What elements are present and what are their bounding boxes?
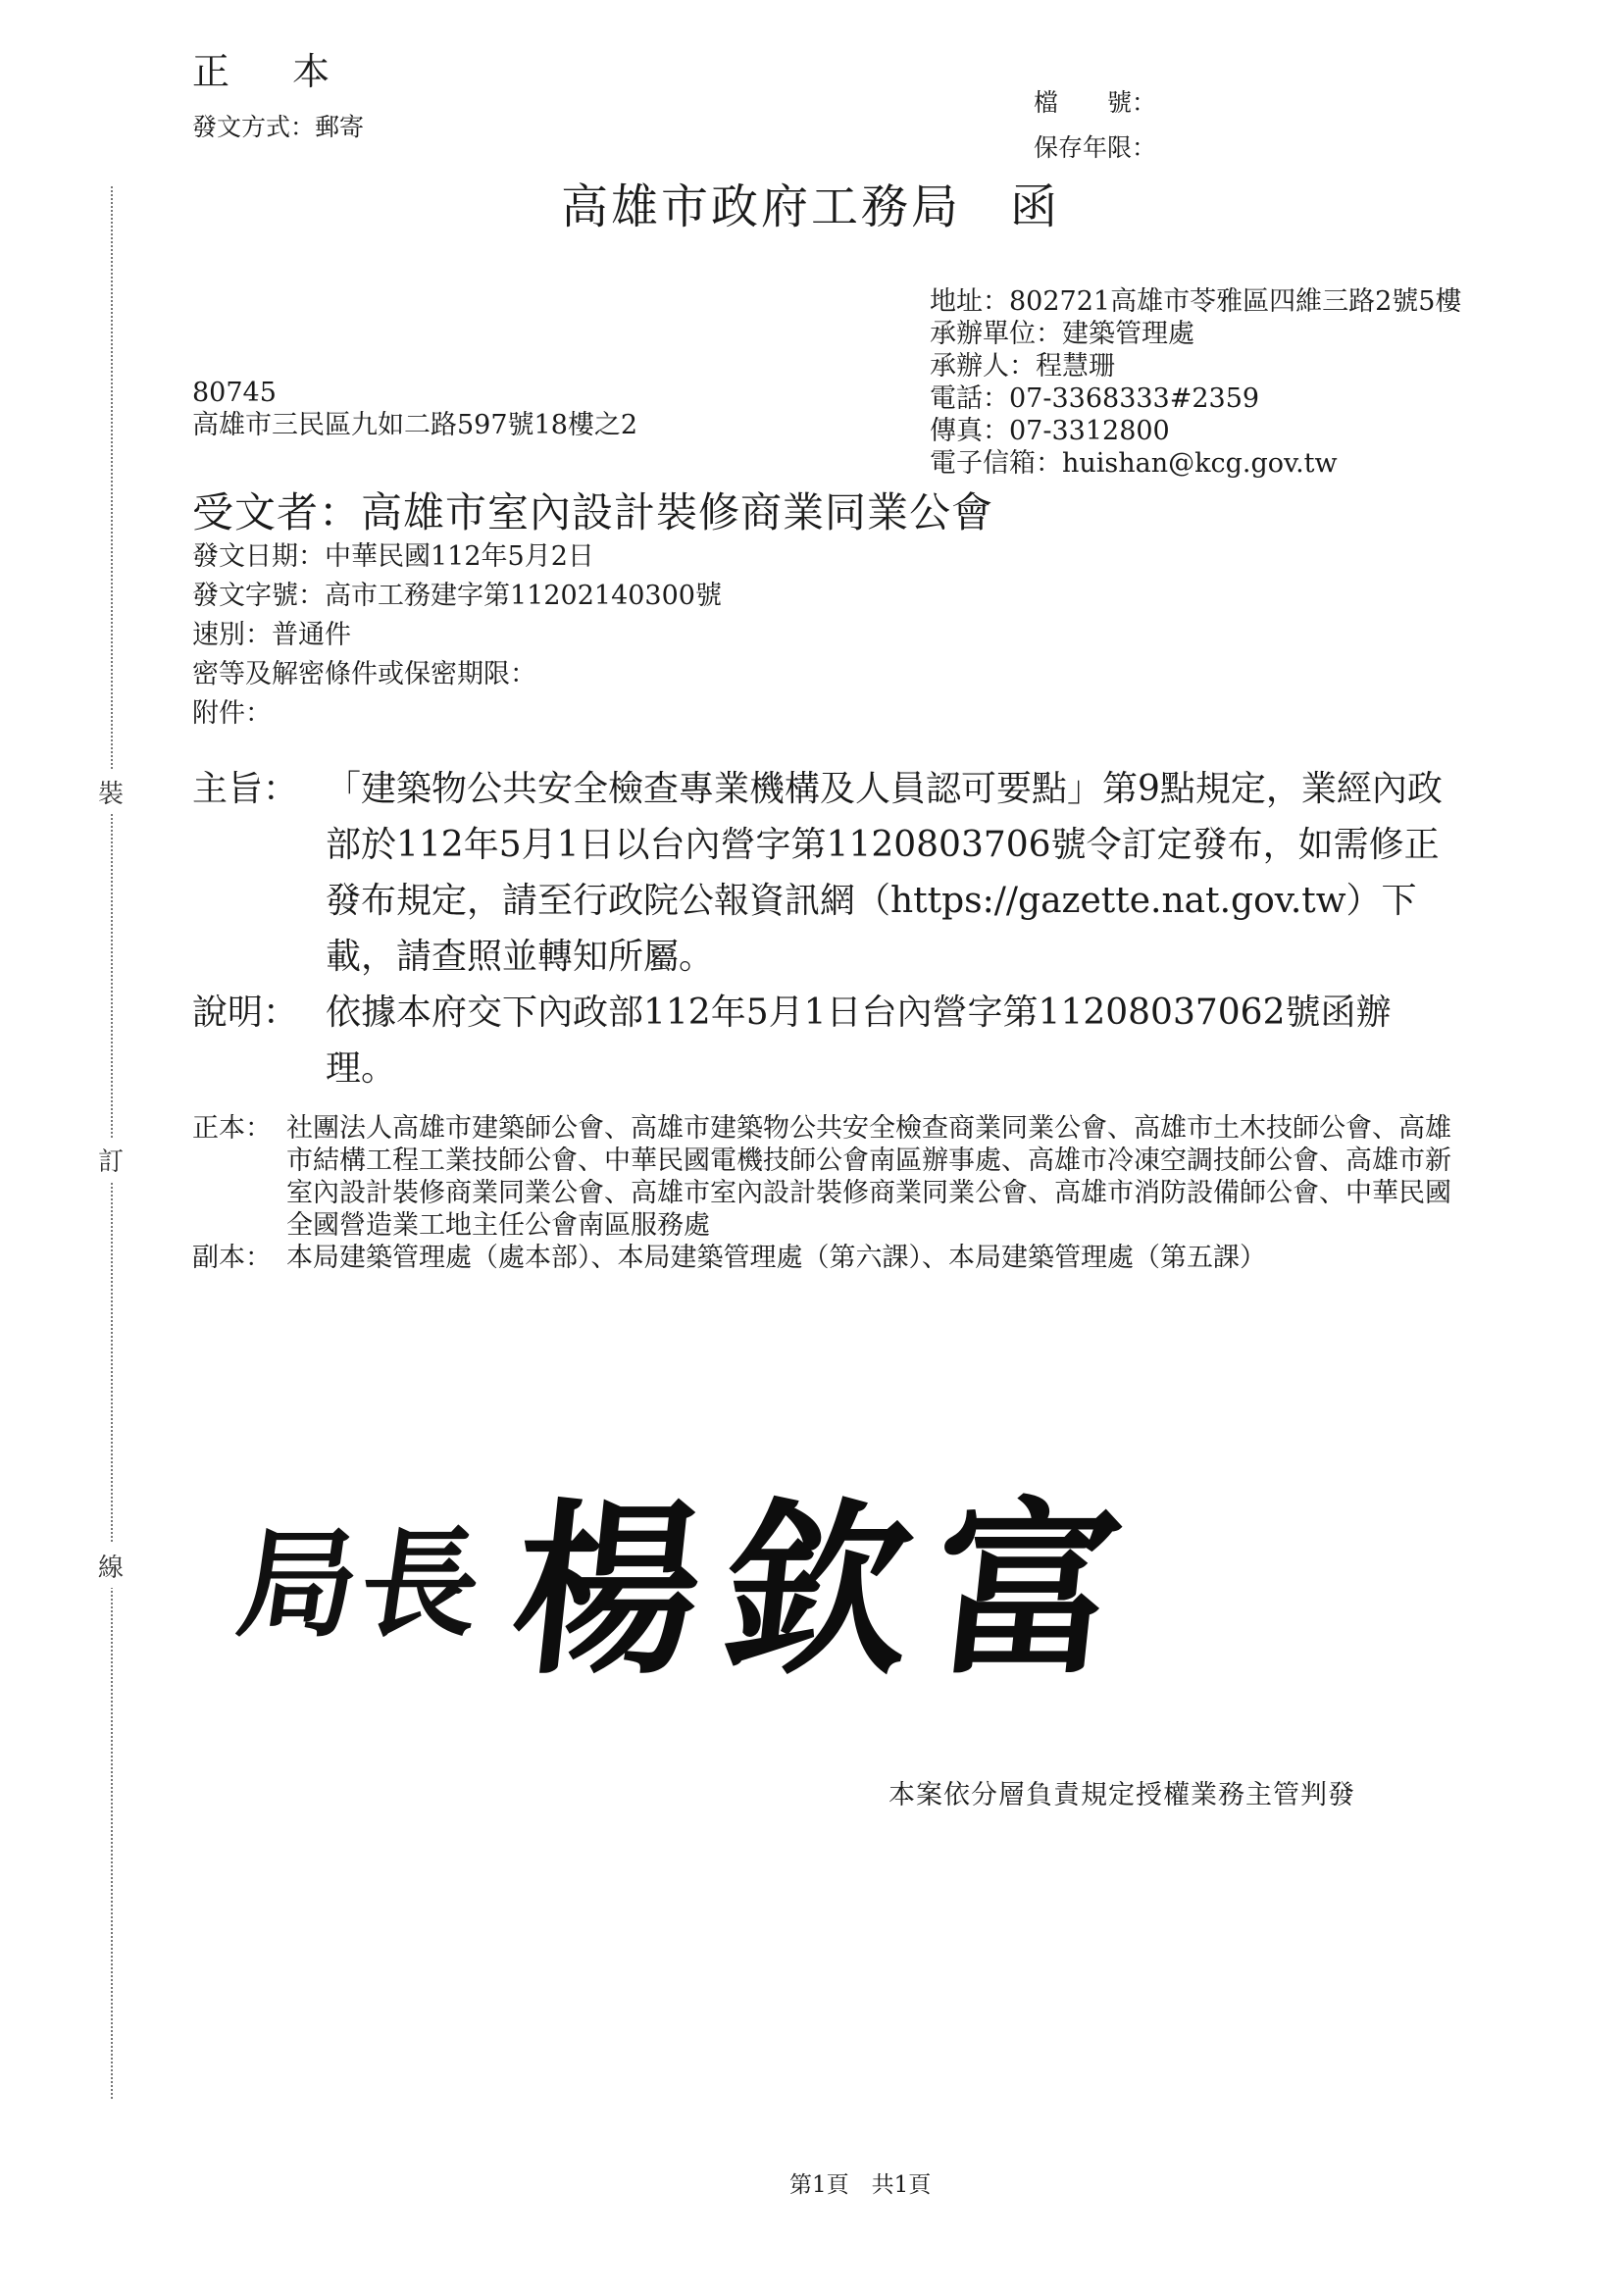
retention-period: 保存年限： xyxy=(1034,133,1157,162)
cc-row xyxy=(192,1242,1457,1274)
attachment: 附件： xyxy=(192,698,272,729)
classification: 密等及解密條件或保密期限： xyxy=(192,659,536,689)
agency-name: 高雄市政府工務局 xyxy=(561,179,962,234)
subject-text: 「建築物公共安全檢查專業機構及人員認可要點」第9點規定，業經內政部於112年5月1日以台內營字第1120803706號令訂定發布，如需修正發布規定，請至行政院公報資訊網（https://gazette.nat.gov.tw）下載，請查照並轉知所屬。 xyxy=(326,769,1443,977)
delegation-note: 本案依分層負責規定授權業務主管判發 xyxy=(888,1780,1355,1810)
body-section xyxy=(192,761,1457,1096)
signature-title: 局長 xyxy=(229,1515,493,1654)
email: 電子信箱：huishan@kcg.gov.tw xyxy=(930,448,1338,479)
street-address: 高雄市三民區九如二路597號18樓之2 xyxy=(192,410,638,440)
main-copy-text: 社團法人高雄市建築師公會、高雄市建築物公共安全檢查商業同業公會、高雄市土木技師公會、高雄市結構工程工業技師公會、中華民國電機技師公會南區辦事處、高雄市冷凍空調技師公會、高雄市新室內設計裝修商業同業公會、高雄市室內設計裝修商業同業公會、高雄市消防設備師公會、中華民國全國營造業工地主任公會南區服務處 xyxy=(286,1113,1451,1241)
document-number: 發文字號：高市工務建字第11202140300號 xyxy=(192,581,722,611)
subject-label: 主旨： xyxy=(192,769,299,809)
issue-date: 發文日期：中華民國112年5月2日 xyxy=(192,541,594,572)
document-meta xyxy=(192,537,722,734)
explanation-text: 依據本府交下內政部112年5月1日台內營字第11208037062號函辦理。 xyxy=(326,993,1392,1089)
fax: 傳真：07-3312800 xyxy=(930,416,1170,446)
contact-block xyxy=(930,285,1461,480)
document-title xyxy=(561,169,1060,236)
distribution xyxy=(192,1112,1457,1274)
archive-info xyxy=(1034,80,1156,171)
page-number: 第1頁 共1頁 xyxy=(789,2172,932,2198)
binding-mark-ding: 訂 xyxy=(98,1138,124,1182)
recipient: 受文者：高雄市室內設計裝修商業同業公會 xyxy=(192,488,994,536)
binding-mark-xian: 線 xyxy=(98,1544,124,1588)
recipient-address xyxy=(192,377,637,441)
postal-code: 80745 xyxy=(192,378,277,408)
subject-row xyxy=(192,761,1457,985)
agency-address: 地址：802721高雄市苓雅區四維三路2號5樓 xyxy=(930,286,1462,317)
signature-stamp xyxy=(229,1442,1156,1700)
signature-name: 楊欽富 xyxy=(502,1481,1156,1700)
handling-unit: 承辦單位：建築管理處 xyxy=(930,319,1194,349)
explanation-row xyxy=(192,985,1457,1096)
explanation-label: 說明： xyxy=(192,993,299,1033)
archive-number: 檔 號： xyxy=(1034,88,1157,117)
main-copy-label: 正本： xyxy=(192,1113,272,1144)
phone: 電話：07-3368333#2359 xyxy=(930,383,1260,414)
send-method: 發文方式：郵寄 xyxy=(192,113,365,141)
binding-mark-zhuang: 裝 xyxy=(98,770,124,814)
copy-type: 正 本 xyxy=(192,50,356,93)
main-copy-row xyxy=(192,1112,1457,1242)
speed-class: 速別：普通件 xyxy=(192,620,351,650)
cc-label: 副本： xyxy=(192,1243,272,1273)
document-type: 函 xyxy=(1010,179,1061,234)
cc-text: 本局建築管理處（處本部）、本局建築管理處（第六課）、本局建築管理處（第五課） xyxy=(286,1243,1266,1273)
handling-person: 承辦人：程慧珊 xyxy=(930,351,1115,382)
